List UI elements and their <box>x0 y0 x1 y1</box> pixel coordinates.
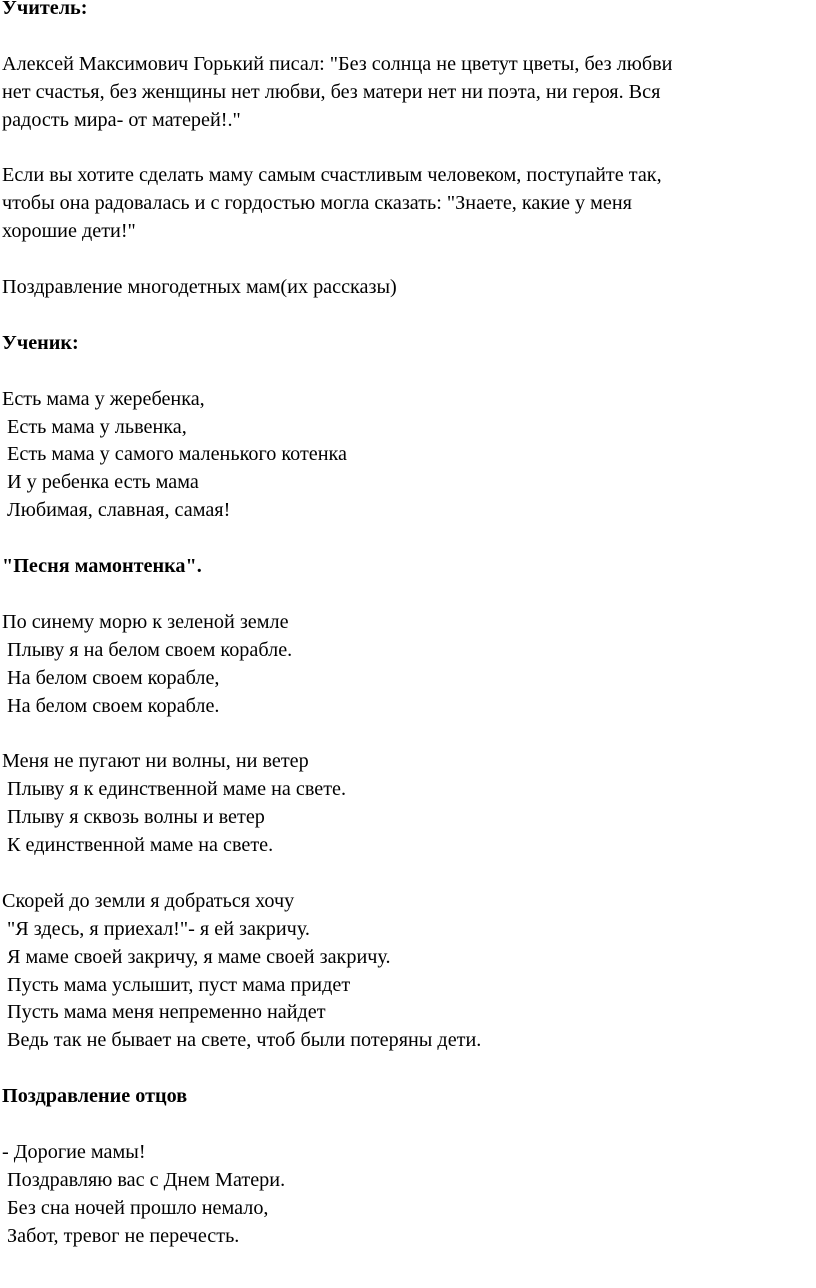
blank-line <box>2 23 816 51</box>
blank-line <box>2 1111 816 1139</box>
teacher-paragraph-1 <box>2 51 816 135</box>
poem-line: Ведь так не бывает на свете, чтоб были потеряны дети. <box>2 1029 482 1052</box>
text-line: нет счастья, без женщины нет любви, без матери нет ни поэта, ни героя. Вся <box>2 80 661 103</box>
poem-line: Забот, тревог не перечесть. <box>2 1224 240 1247</box>
poem-line: Поздравляю вас с Днем Матери. <box>2 1168 286 1191</box>
poem-line: Пусть мама меня непременно найдет <box>2 1001 326 1024</box>
poem-line: На белом своем корабле, <box>2 666 220 689</box>
text-line: хорошие дети!" <box>2 220 136 243</box>
text-line: Если вы хотите сделать маму самым счастливым человеком, поступайте так, <box>2 164 662 187</box>
poem-line: Плыву я к единственной маме на свете. <box>2 778 347 801</box>
fathers-label: Поздравление отцов <box>2 1085 188 1108</box>
poem-line: И у ребенка есть мама <box>2 471 199 494</box>
poem-line: Плыву я сквозь волны и ветер <box>2 806 265 829</box>
poem-line: Плыву я на белом своем корабле. <box>2 638 293 661</box>
congrats-mothers-line: Поздравление многодетных мам(их рассказы) <box>2 276 397 299</box>
song-verse-2 <box>2 748 816 860</box>
poem-line: Скорей до земли я добраться хочу <box>2 889 295 912</box>
text-line: чтобы она радовалась и с гордостью могла сказать: "Знаете, какие у меня <box>2 192 632 215</box>
blank-line <box>2 860 816 888</box>
blank-line <box>2 525 816 553</box>
poem-line: Меня не пугают ни волны, ни ветер <box>2 750 309 773</box>
blank-line <box>2 246 816 274</box>
poem-line: К единственной маме на свете. <box>2 834 274 857</box>
poem-line: - Дорогие мамы! <box>2 1140 146 1163</box>
blank-line <box>2 302 816 330</box>
song-verse-1 <box>2 609 816 721</box>
blank-line <box>2 720 816 748</box>
student-poem <box>2 386 816 526</box>
song-title: "Песня мамонтенка". <box>2 555 202 578</box>
teacher-label: Учитель: <box>2 0 88 19</box>
poem-line: По синему морю к зеленой земле <box>2 610 289 633</box>
blank-line <box>2 581 816 609</box>
teacher-paragraph-2 <box>2 162 816 246</box>
blank-line <box>2 1055 816 1083</box>
text-line: радость мира- от матерей!." <box>2 108 241 131</box>
poem-line: Есть мама у львенка, <box>2 415 187 438</box>
poem-line: Я маме своей закричу, я маме своей закричу. <box>2 945 391 968</box>
poem-line: Есть мама у самого маленького котенка <box>2 443 348 466</box>
blank-line <box>2 135 816 163</box>
poem-line: Любимая, славная, самая! <box>2 499 231 522</box>
poem-line: Пусть мама услышит, пуст мама придет <box>2 973 351 996</box>
fathers-poem <box>2 1139 816 1251</box>
poem-line: Есть мама у жеребенка, <box>2 387 205 410</box>
student-label: Ученик: <box>2 331 79 354</box>
poem-line: "Я здесь, я приехал!"- я ей закричу. <box>2 917 310 940</box>
poem-line: Без сна ночей прошло немало, <box>2 1196 269 1219</box>
poem-line: На белом своем корабле. <box>2 694 220 717</box>
song-verse-3 <box>2 888 816 1055</box>
blank-line <box>2 358 816 386</box>
text-line: Алексей Максимович Горький писал: "Без солнца не цветут цветы, без любви <box>2 52 673 75</box>
